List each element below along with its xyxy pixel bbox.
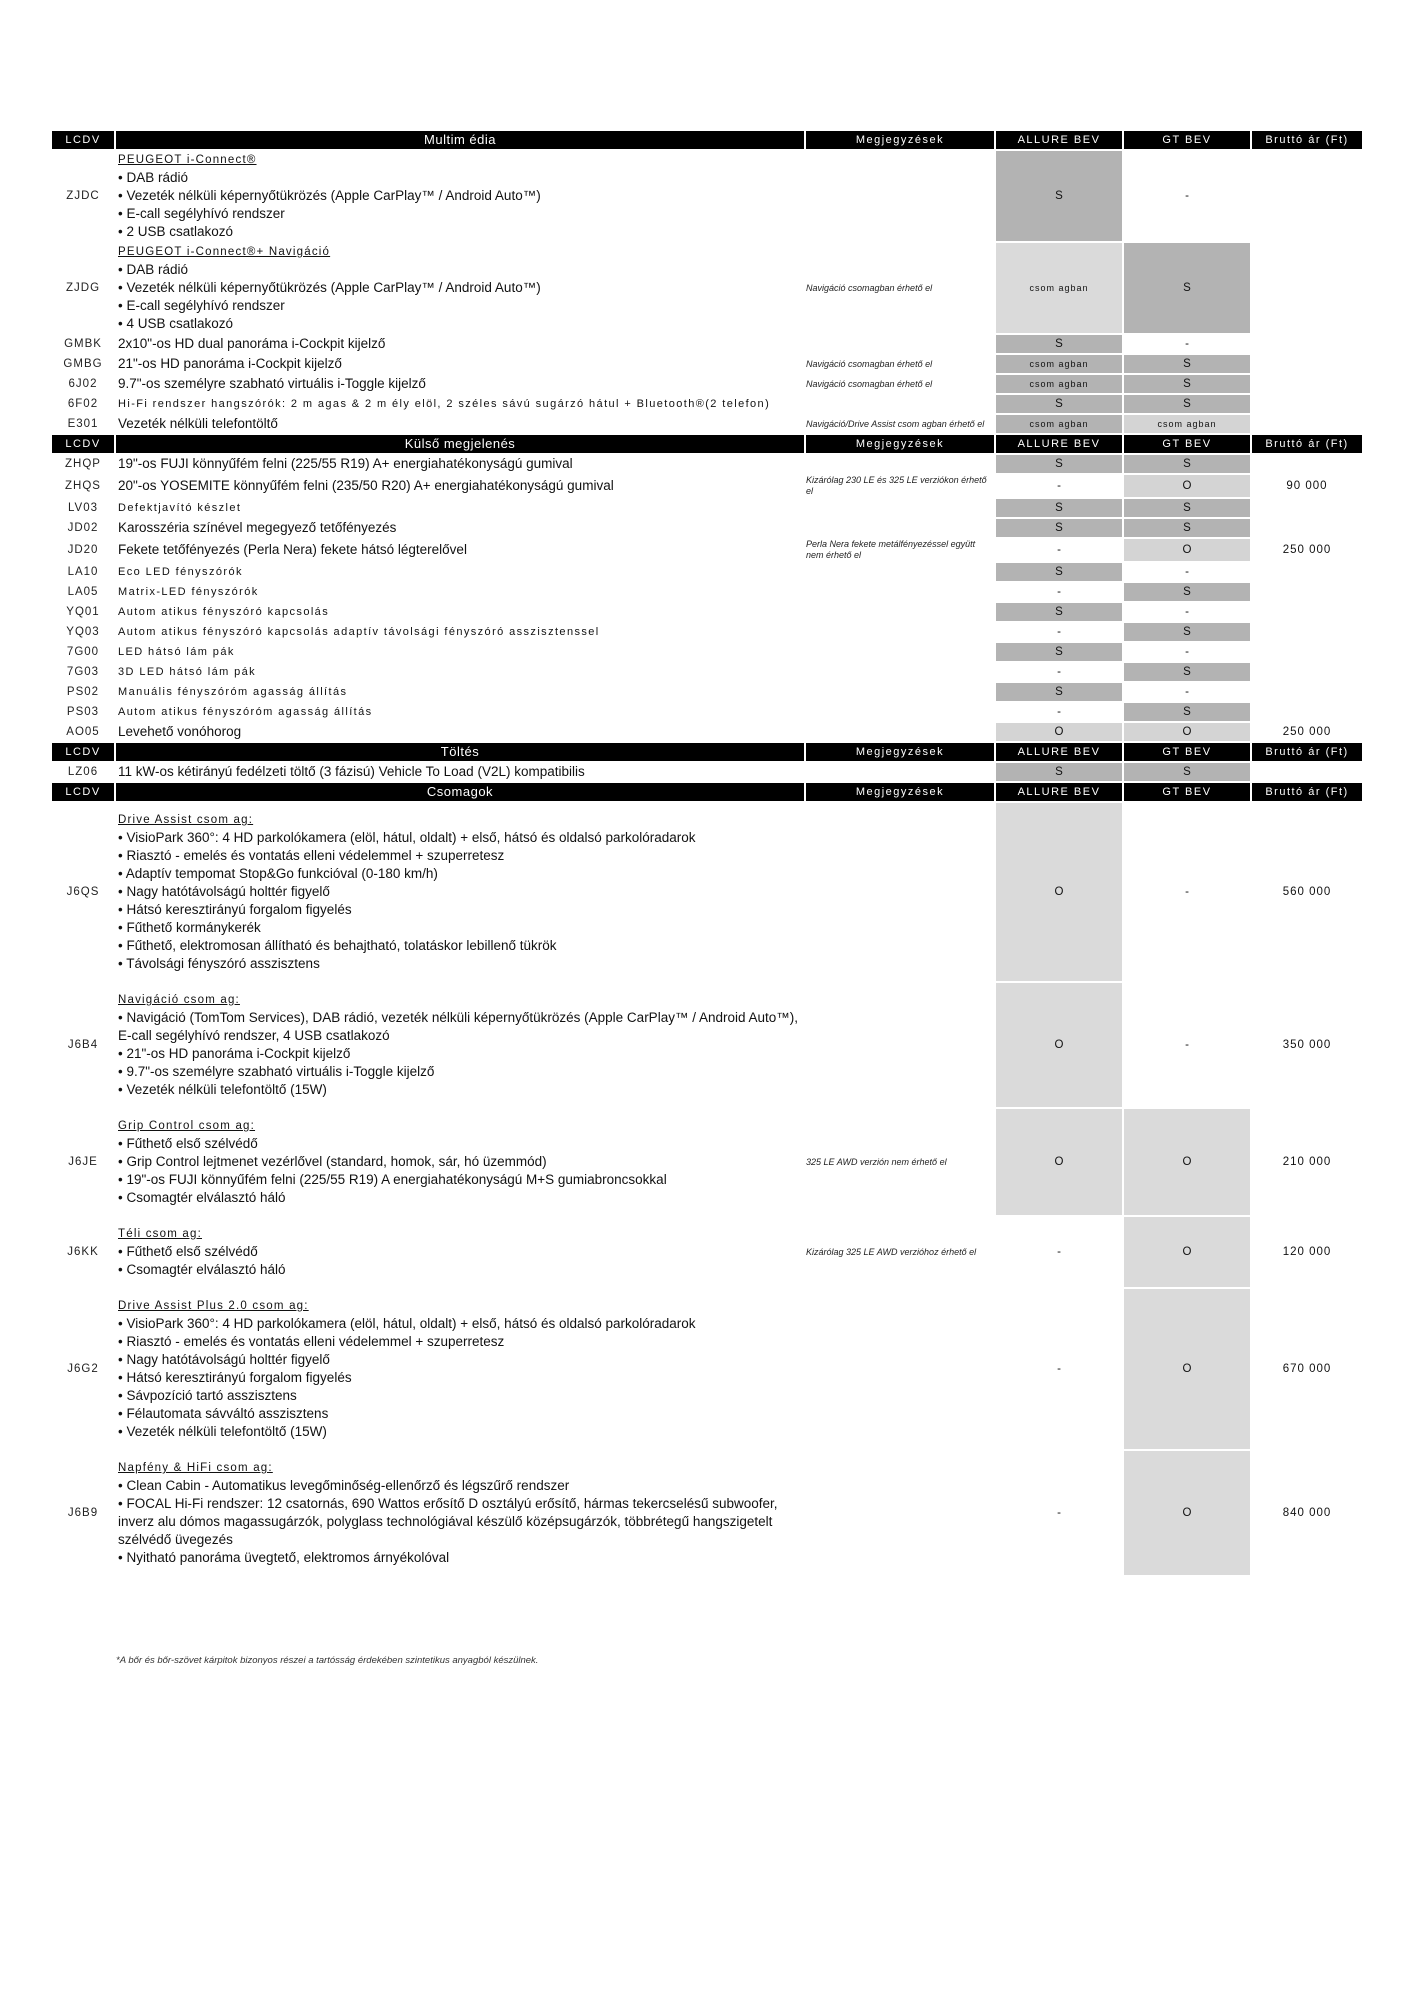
note: Navigáció/Drive Assist csom agban érhető el (806, 418, 985, 429)
lcdv-code: LA10 (67, 566, 99, 578)
allure-value: O (994, 1109, 1122, 1215)
note (804, 519, 994, 537)
price (1250, 643, 1362, 661)
price (1250, 703, 1362, 721)
header-gt: GT BEV (1122, 131, 1250, 149)
package-title: Drive Assist Plus 2.0 csom ag: (118, 1300, 309, 1312)
table-row (52, 1217, 1362, 1287)
allure-value: S (994, 683, 1122, 701)
note (804, 583, 994, 601)
feature-description (114, 1217, 804, 1287)
lcdv-code: J6QS (66, 886, 100, 898)
lcdv-code: 6J02 (68, 378, 98, 390)
feature-description: Eco LED fényszórók (118, 566, 243, 578)
price: 670 000 (1250, 1289, 1362, 1449)
gt-value: S (1122, 623, 1250, 641)
allure-value: O (994, 983, 1122, 1107)
feature-item: • Vezeték nélküli telefontöltő (15W) (118, 1424, 327, 1439)
feature-description: Autom atikus fényszóró kapcsolás adaptív távolsági fényszóró asszisztenssel (118, 626, 600, 638)
table-row (52, 395, 1362, 413)
gt-value: - (1122, 643, 1250, 661)
price: 120 000 (1250, 1217, 1362, 1287)
lcdv-code: GMBG (63, 358, 103, 370)
feature-item: • Félautomata sávváltó asszisztens (118, 1406, 329, 1421)
header-lcdv: LCDV (52, 743, 114, 761)
table-row (52, 375, 1362, 393)
feature-description (114, 243, 804, 333)
header-notes: Megjegyzések (804, 435, 994, 453)
feature-description (114, 803, 804, 981)
spacer (118, 1279, 800, 1287)
price (1250, 763, 1362, 781)
header-price: Bruttó ár (Ft) (1250, 131, 1362, 149)
lcdv-code: ZJDC (66, 190, 100, 202)
lcdv-code: J6B9 (67, 1507, 99, 1519)
note (804, 723, 994, 741)
note (804, 663, 994, 681)
allure-value: O (994, 803, 1122, 981)
price (1250, 583, 1362, 601)
price: 90 000 (1250, 475, 1362, 497)
package-title: Drive Assist csom ag: (118, 814, 254, 826)
note (804, 763, 994, 781)
note (804, 1451, 994, 1575)
feature-item: • Távolsági fényszóró asszisztens (118, 956, 320, 971)
gt-value: O (1122, 1109, 1250, 1215)
allure-value: S (994, 519, 1122, 537)
spacer (118, 803, 800, 811)
header-notes: Megjegyzések (804, 743, 994, 761)
feature-description: 3D LED hátsó lám pák (118, 666, 257, 678)
feature-description: Levehető vonóhorog (118, 724, 242, 739)
feature-item: • Fűthető, elektromosan állítható és behajtható, tolatáskor lebillenő tükrök (118, 938, 557, 953)
feature-item: • Fűthető első szélvédő (118, 1136, 258, 1151)
feature-item: • Clean Cabin - Automatikus levegőminőség-ellenőrző és légszűrő rendszer (118, 1478, 570, 1493)
spacer (118, 1207, 800, 1215)
price: 250 000 (1250, 723, 1362, 741)
price: 840 000 (1250, 1451, 1362, 1575)
header-notes: Megjegyzések (804, 131, 994, 149)
feature-item: • Adaptív tempomat Stop&Go funkcióval (0-180 km/h) (118, 866, 438, 881)
feature-description: Matrix-LED fényszórók (118, 586, 259, 598)
lcdv-code: 7G00 (66, 646, 100, 658)
gt-value: - (1122, 335, 1250, 353)
feature-item: • Nagy hatótávolságú holttér figyelő (118, 884, 330, 899)
note: Kizárólag 230 LE és 325 LE verziókon érhető el (806, 475, 987, 496)
table-row (52, 1289, 1362, 1449)
note (804, 623, 994, 641)
feature-item: • E-call segélyhívó rendszer (118, 206, 285, 221)
gt-value: S (1122, 763, 1250, 781)
feature-description: LED hátsó lám pák (118, 646, 235, 658)
price (1250, 663, 1362, 681)
spacer (118, 1217, 800, 1225)
price (1250, 335, 1362, 353)
lcdv-code: E301 (67, 418, 99, 430)
allure-value: csom agban (994, 355, 1122, 373)
gt-value: S (1122, 663, 1250, 681)
lcdv-code: 7G03 (66, 666, 100, 678)
feature-item: • 2 USB csatlakozó (118, 224, 234, 239)
table-row (52, 499, 1362, 517)
gt-value: O (1122, 1451, 1250, 1575)
table-row (52, 723, 1362, 741)
gt-value: S (1122, 519, 1250, 537)
feature-description (114, 983, 804, 1107)
feature-item: • DAB rádió (118, 262, 189, 277)
gt-value: O (1122, 1217, 1250, 1287)
allure-value: S (994, 151, 1122, 241)
allure-value: - (994, 663, 1122, 681)
price (1250, 519, 1362, 537)
note (804, 643, 994, 661)
gt-value: O (1122, 723, 1250, 741)
lcdv-code: PS02 (66, 686, 100, 698)
feature-item: • Csomagtér elválasztó háló (118, 1262, 286, 1277)
package-title: Navigáció csom ag: (118, 994, 240, 1006)
note (804, 395, 994, 413)
lcdv-code: GMBK (64, 338, 102, 350)
table-row (52, 519, 1362, 537)
feature-item: • 9.7"-os személyre szabható virtuális i-Toggle kijelző (118, 1064, 435, 1079)
gt-value: - (1122, 151, 1250, 241)
table-row (52, 663, 1362, 681)
spacer (118, 1289, 800, 1297)
equipment-price-list (52, 129, 1362, 1577)
allure-value: - (994, 583, 1122, 601)
price (1250, 603, 1362, 621)
allure-value: - (994, 1217, 1122, 1287)
price (1250, 355, 1362, 373)
feature-description: 20"-os YOSEMITE könnyűfém felni (235/50 R20) A+ energiahatékonyságú gumival (118, 478, 614, 493)
allure-value: S (994, 499, 1122, 517)
lcdv-code: LA05 (67, 586, 99, 598)
lcdv-code: J6KK (67, 1246, 99, 1258)
header-title: Töltés (114, 743, 804, 761)
note: Kizárólag 325 LE AWD verzióhoz érhető el (806, 1246, 977, 1257)
feature-item: • Vezeték nélküli telefontöltő (15W) (118, 1082, 327, 1097)
spacer (118, 1109, 800, 1117)
feature-description: Karosszéria színével megegyező tetőfényezés (118, 520, 397, 535)
section-header (52, 743, 1362, 761)
feature-item: • FOCAL Hi-Fi rendszer: 12 csatornás, 690 Wattos erősítő D osztályú erősítő, hármas tekercselésű subwoofer, inverz alu dómos magassugárzók, polyglass technológiával készülő középsugárzók, többrétegű hangszigetelt szélvédő üvegezés (118, 1496, 778, 1547)
package-title: Téli csom ag: (118, 1228, 202, 1240)
spacer (118, 1441, 800, 1449)
table-row (52, 643, 1362, 661)
note (804, 983, 994, 1107)
feature-item: • Fűthető első szélvédő (118, 1244, 258, 1259)
feature-item: • Nyitható panoráma üvegtető, elektromos árnyékolóval (118, 1550, 450, 1565)
price (1250, 563, 1362, 581)
table-row (52, 763, 1362, 781)
spacer (118, 1099, 800, 1107)
feature-item: • Vezeték nélküli képernyőtükrözés (Apple CarPlay™ / Android Auto™) (118, 280, 541, 295)
gt-value: S (1122, 583, 1250, 601)
gt-value: S (1122, 395, 1250, 413)
note (804, 703, 994, 721)
feature-item: • Hátsó keresztirányú forgalom figyelés (118, 902, 352, 917)
feature-item: • Riasztó - emelés és vontatás elleni védelemmel + szuperretesz (118, 1334, 505, 1349)
table-row (52, 243, 1362, 333)
lcdv-code: ZHQS (65, 480, 101, 492)
note (804, 455, 994, 473)
allure-value: S (994, 395, 1122, 413)
note: Navigáció csomagban érhető el (806, 282, 933, 293)
feature-description: Vezeték nélküli telefontöltő (118, 416, 278, 431)
feature-item: • Csomagtér elválasztó háló (118, 1190, 286, 1205)
spacer (118, 1451, 800, 1459)
price (1250, 455, 1362, 473)
feature-description: Fekete tetőfényezés (Perla Nera) fekete hátsó légterelővel (118, 542, 467, 557)
table-row (52, 983, 1362, 1107)
allure-value: csom agban (994, 375, 1122, 393)
header-lcdv: LCDV (52, 435, 114, 453)
gt-value: S (1122, 375, 1250, 393)
price (1250, 151, 1362, 241)
header-lcdv: LCDV (52, 131, 114, 149)
note: Perla Nera fekete metálfényezéssel együtt nem érhető el (806, 539, 976, 560)
allure-value: S (994, 763, 1122, 781)
allure-value: S (994, 643, 1122, 661)
allure-value: S (994, 455, 1122, 473)
note (804, 603, 994, 621)
lcdv-code: YQ01 (66, 606, 100, 618)
feature-item: • Navigáció (TomTom Services), DAB rádió, vezeték nélküli képernyőtükrözés (Apple CarPlay™ / Android Auto™), E-call segélyhívó rendszer, 4 USB csatlakozó (118, 1010, 799, 1043)
gt-value: S (1122, 499, 1250, 517)
header-gt: GT BEV (1122, 435, 1250, 453)
note (804, 803, 994, 981)
section-header (52, 131, 1362, 149)
allure-value: S (994, 563, 1122, 581)
equipment-table (52, 129, 1362, 1577)
feature-item: • VisioPark 360°: 4 HD parkolókamera (elöl, hátul, oldalt) + első, hátsó és oldalsó parkolóradarok (118, 830, 696, 845)
table-row (52, 683, 1362, 701)
price: 560 000 (1250, 803, 1362, 981)
feature-description: 9.7"-os személyre szabható virtuális i-Toggle kijelző (118, 376, 426, 391)
lcdv-code: 6F02 (67, 398, 99, 410)
note (804, 499, 994, 517)
price (1250, 395, 1362, 413)
price: 350 000 (1250, 983, 1362, 1107)
price: 250 000 (1250, 539, 1362, 561)
feature-description: Manuális fényszóróm agasság állítás (118, 686, 348, 698)
gt-value: - (1122, 603, 1250, 621)
section-header (52, 783, 1362, 801)
feature-item: • 19"-os FUJI könnyűfém felni (225/55 R19) A energiahatékonyságú M+S gumiabroncsokkal (118, 1172, 667, 1187)
feature-description (114, 1451, 804, 1575)
feature-item: • E-call segélyhívó rendszer (118, 298, 285, 313)
lcdv-code: ZJDG (65, 282, 101, 294)
note (804, 151, 994, 241)
header-price: Bruttó ár (Ft) (1250, 435, 1362, 453)
lcdv-code: YQ03 (66, 626, 100, 638)
feature-description: Autom atikus fényszóróm agasság állítás (118, 706, 373, 718)
lcdv-code: J6B4 (67, 1039, 99, 1051)
gt-value: S (1122, 455, 1250, 473)
feature-description: Autom atikus fényszóró kapcsolás (118, 606, 330, 618)
lcdv-code: ZHQP (65, 458, 101, 470)
lcdv-code: PS03 (66, 706, 100, 718)
gt-value: - (1122, 983, 1250, 1107)
gt-value: S (1122, 355, 1250, 373)
header-allure: ALLURE BEV (994, 435, 1122, 453)
table-row (52, 603, 1362, 621)
allure-value: - (994, 623, 1122, 641)
feature-item: • Sávpozíció tartó asszisztens (118, 1388, 297, 1403)
header-allure: ALLURE BEV (994, 131, 1122, 149)
allure-value: - (994, 475, 1122, 497)
header-price: Bruttó ár (Ft) (1250, 743, 1362, 761)
spacer (118, 1567, 800, 1575)
price (1250, 415, 1362, 433)
gt-value: - (1122, 683, 1250, 701)
allure-value: - (994, 539, 1122, 561)
price (1250, 243, 1362, 333)
allure-value: - (994, 1289, 1122, 1449)
spacer (118, 983, 800, 991)
price (1250, 683, 1362, 701)
table-row (52, 475, 1362, 497)
lcdv-code: JD02 (67, 522, 99, 534)
lcdv-code: LV03 (67, 502, 98, 514)
header-title: Multim édia (114, 131, 804, 149)
table-row (52, 1451, 1362, 1575)
table-row (52, 623, 1362, 641)
header-allure: ALLURE BEV (994, 743, 1122, 761)
note (804, 1289, 994, 1449)
feature-description: 11 kW-os kétirányú fedélzeti töltő (3 fázisú) Vehicle To Load (V2L) kompatibilis (118, 764, 585, 779)
feature-description: 21"-os HD panoráma i-Cockpit kijelző (118, 356, 342, 371)
allure-value: csom agban (994, 415, 1122, 433)
gt-value: csom agban (1122, 415, 1250, 433)
gt-value: - (1122, 563, 1250, 581)
header-gt: GT BEV (1122, 743, 1250, 761)
table-row (52, 335, 1362, 353)
price: 210 000 (1250, 1109, 1362, 1215)
gt-value: - (1122, 803, 1250, 981)
allure-value: O (994, 723, 1122, 741)
package-title: PEUGEOT i-Connect® (118, 154, 257, 166)
feature-description: Hi-Fi rendszer hangszórók: 2 m agas & 2 m ély elöl, 2 széles sávú sugárzó hátul + Bluetooth®(2 telefon) (118, 398, 771, 410)
note: Navigáció csomagban érhető el (806, 378, 933, 389)
table-row (52, 583, 1362, 601)
gt-value: O (1122, 539, 1250, 561)
feature-description (114, 1109, 804, 1215)
feature-description (114, 151, 804, 241)
feature-description: 2x10"-os HD dual panoráma i-Cockpit kijelző (118, 336, 386, 351)
price (1250, 375, 1362, 393)
feature-description: 19"-os FUJI könnyűfém felni (225/55 R19) A+ energiahatékonyságú gumival (118, 456, 573, 471)
package-title: Napfény & HiFi csom ag: (118, 1462, 273, 1474)
section-header (52, 435, 1362, 453)
note: Navigáció csomagban érhető el (806, 358, 933, 369)
table-row (52, 563, 1362, 581)
feature-item: • Nagy hatótávolságú holttér figyelő (118, 1352, 330, 1367)
lcdv-code: LZ06 (67, 766, 99, 778)
table-row (52, 415, 1362, 433)
feature-item: • VisioPark 360°: 4 HD parkolókamera (elöl, hátul, oldalt) + első, hátsó és oldalsó parkolóradarok (118, 1316, 696, 1331)
allure-value: S (994, 335, 1122, 353)
spacer (118, 973, 800, 981)
allure-value: - (994, 703, 1122, 721)
gt-value: O (1122, 1289, 1250, 1449)
allure-value: csom agban (994, 243, 1122, 333)
lcdv-code: AO05 (66, 726, 100, 738)
feature-item: • DAB rádió (118, 170, 189, 185)
table-row (52, 151, 1362, 241)
note: 325 LE AWD verzión nem érhető el (806, 1156, 947, 1167)
package-title: PEUGEOT i-Connect®+ Navigáció (118, 246, 331, 258)
note (804, 563, 994, 581)
table-row (52, 703, 1362, 721)
header-title: Csomagok (114, 783, 804, 801)
feature-item: • 4 USB csatlakozó (118, 316, 234, 331)
gt-value: O (1122, 475, 1250, 497)
allure-value: - (994, 1451, 1122, 1575)
feature-item: • Vezeték nélküli képernyőtükrözés (Apple CarPlay™ / Android Auto™) (118, 188, 541, 203)
feature-item: • 21"-os HD panoráma i-Cockpit kijelző (118, 1046, 351, 1061)
allure-value: S (994, 603, 1122, 621)
header-allure: ALLURE BEV (994, 783, 1122, 801)
footnote: *A bőr és bőr-szövet kárpitok bizonyos részei a tartósság érdekében szintetikus anyagból készülnek. (116, 1655, 539, 1666)
feature-item: • Riasztó - emelés és vontatás elleni védelemmel + szuperretesz (118, 848, 505, 863)
header-gt: GT BEV (1122, 783, 1250, 801)
package-title: Grip Control csom ag: (118, 1120, 256, 1132)
header-title: Külső megjelenés (114, 435, 804, 453)
header-notes: Megjegyzések (804, 783, 994, 801)
table-row (52, 539, 1362, 561)
lcdv-code: J6JE (68, 1156, 98, 1168)
feature-item: • Fűthető kormánykerék (118, 920, 261, 935)
lcdv-code: JD20 (67, 544, 99, 556)
table-row (52, 455, 1362, 473)
header-lcdv: LCDV (52, 783, 114, 801)
note (804, 335, 994, 353)
price (1250, 623, 1362, 641)
table-row (52, 803, 1362, 981)
table-row (52, 355, 1362, 373)
table-row (52, 1109, 1362, 1215)
feature-description: Defektjavító készlet (118, 502, 242, 514)
feature-item: • Grip Control lejtmenet vezérlővel (standard, homok, sár, hó üzemmód) (118, 1154, 547, 1169)
feature-description (114, 1289, 804, 1449)
price (1250, 499, 1362, 517)
feature-item: • Hátsó keresztirányú forgalom figyelés (118, 1370, 352, 1385)
header-price: Bruttó ár (Ft) (1250, 783, 1362, 801)
gt-value: S (1122, 703, 1250, 721)
lcdv-code: J6G2 (67, 1363, 99, 1375)
gt-value: S (1122, 243, 1250, 333)
note (804, 683, 994, 701)
